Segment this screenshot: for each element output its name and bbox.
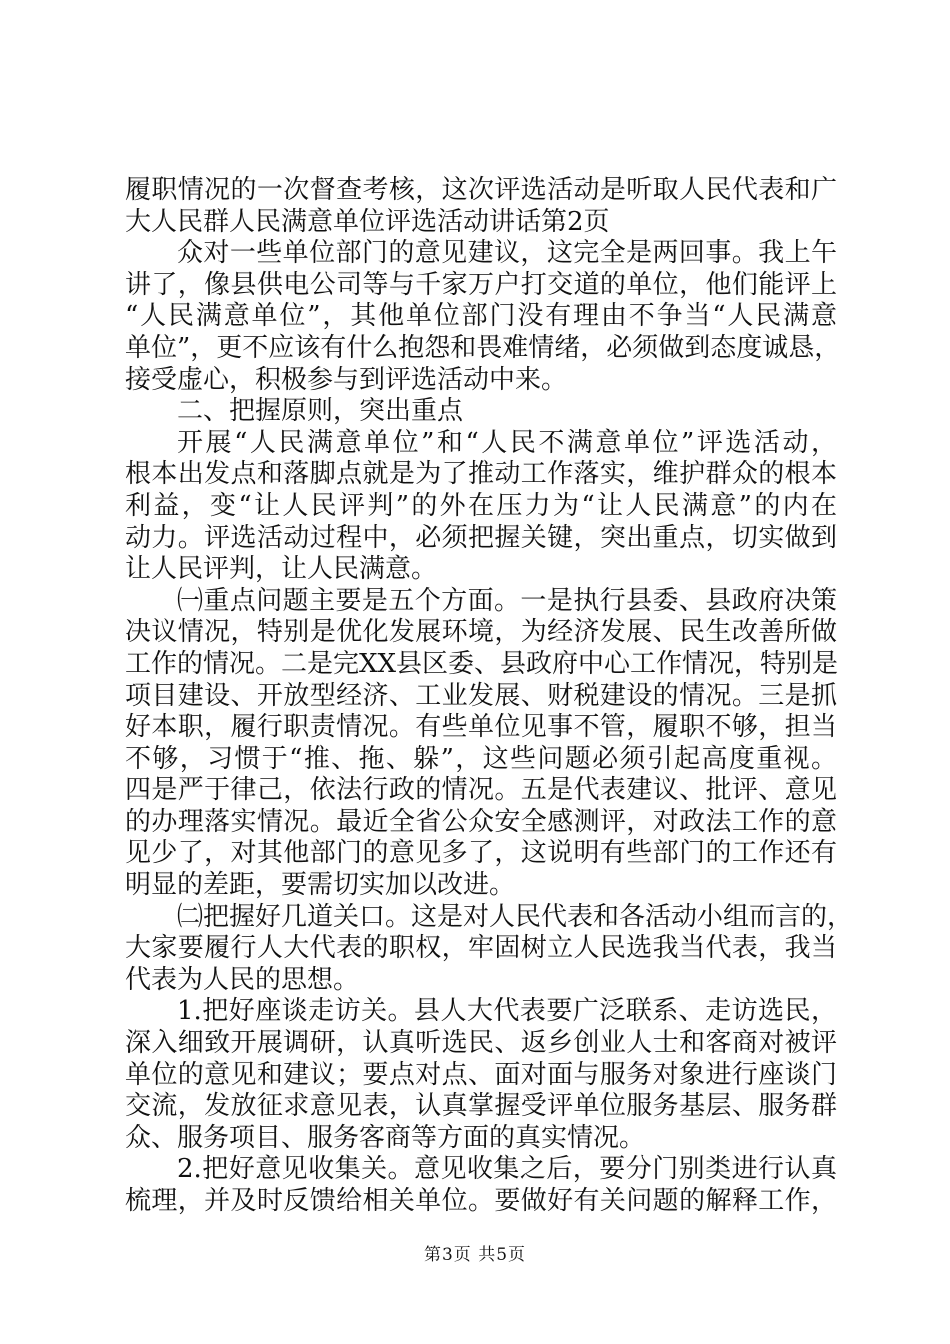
text-line: 众对一些单位部门的意见建议，这完全是两回事。我上午 xyxy=(177,238,837,269)
text-line: 代表为人民的思想。 xyxy=(125,964,360,995)
text-line: 深入细致开展调研，认真听选民、返乡创业人士和客商对被评 xyxy=(125,1028,837,1059)
text-line: 明显的差距，要需切实加以改进。 xyxy=(125,870,516,901)
text-line: 见少了，对其他部门的意见多了，这说明有些部门的工作还有 xyxy=(125,838,837,869)
text-line: 众、服务项目、服务客商等方面的真实情况。 xyxy=(125,1122,646,1153)
text-line: ㈡把握好几道关口。这是对人民代表和各活动小组而言的， xyxy=(177,901,854,932)
text-line: 开展“人民满意单位”和“人民不满意单位”评选活动， xyxy=(177,427,837,458)
text-line: 1.把好座谈走访关。县人大代表要广泛联系、走访选民， xyxy=(177,996,837,1027)
text-line: 大家要履行人大代表的职权，牢固树立人民选我当代表，我当 xyxy=(125,933,837,964)
text-line: 工作的情况。二是完XX县区委、县政府中心工作情况，特别是 xyxy=(125,648,839,679)
text-line: 让人民评判，让人民满意。 xyxy=(125,554,438,585)
page-footer: 第3页 共5页 xyxy=(423,1245,527,1265)
text-line: 单位”，更不应该有什么抱怨和畏难情绪，必须做到态度诚恳， xyxy=(125,332,841,363)
text-line: 讲了，像县供电公司等与千家万户打交道的单位，他们能评上 xyxy=(125,269,837,300)
text-line: 履职情况的一次督查考核，这次评选活动是听取人民代表和广 xyxy=(125,175,837,205)
text-line: 项目建设、开放型经济、工业发展、财税建设的情况。三是抓 xyxy=(125,680,837,711)
text-line: 利益，变“让人民评判”的外在压力为“让人民满意”的内在 xyxy=(125,490,837,521)
body-text xyxy=(125,175,854,1218)
text-line: 2.把好意见收集关。意见收集之后，要分门别类进行认真 xyxy=(177,1154,837,1185)
text-line: 的办理落实情况。最近全省公众安全感测评，对政法工作的意 xyxy=(125,806,837,837)
text-line: 二、把握原则，突出重点 xyxy=(177,396,464,427)
text-line: ㈠重点问题主要是五个方面。一是执行县委、县政府决策 xyxy=(177,585,837,616)
text-line: “人民满意单位”，其他单位部门没有理由不争当“人民满意 xyxy=(125,301,837,332)
text-line: 不够，习惯于“推、拖、躲”，这些问题必须引起高度重视。 xyxy=(125,743,837,774)
text-line: 四是严于律己，依法行政的情况。五是代表建议、批评、意见 xyxy=(125,775,837,806)
text-line: 大人民群人民满意单位评选活动讲话第2页 xyxy=(125,206,610,237)
text-line: 根本出发点和落脚点就是为了推动工作落实，维护群众的根本 xyxy=(125,459,837,490)
text-line: 动力。评选活动过程中，必须把握关键，突出重点，切实做到 xyxy=(125,522,837,553)
text-line: 接受虚心，积极参与到评选活动中来。 xyxy=(125,364,568,395)
text-line: 梳理，并及时反馈给相关单位。要做好有关问题的解释工作， xyxy=(125,1186,837,1216)
text-line: 单位的意见和建议；要点对点、面对面与服务对象进行座谈门 xyxy=(125,1059,837,1090)
text-line: 交流，发放征求意见表，认真掌握受评单位服务基层、服务群 xyxy=(125,1091,837,1122)
text-line: 好本职，履行职责情况。有些单位见事不管，履职不够，担当 xyxy=(125,712,837,743)
text-line: 决议情况，特别是优化发展环境，为经济发展、民生改善所做 xyxy=(125,617,837,648)
